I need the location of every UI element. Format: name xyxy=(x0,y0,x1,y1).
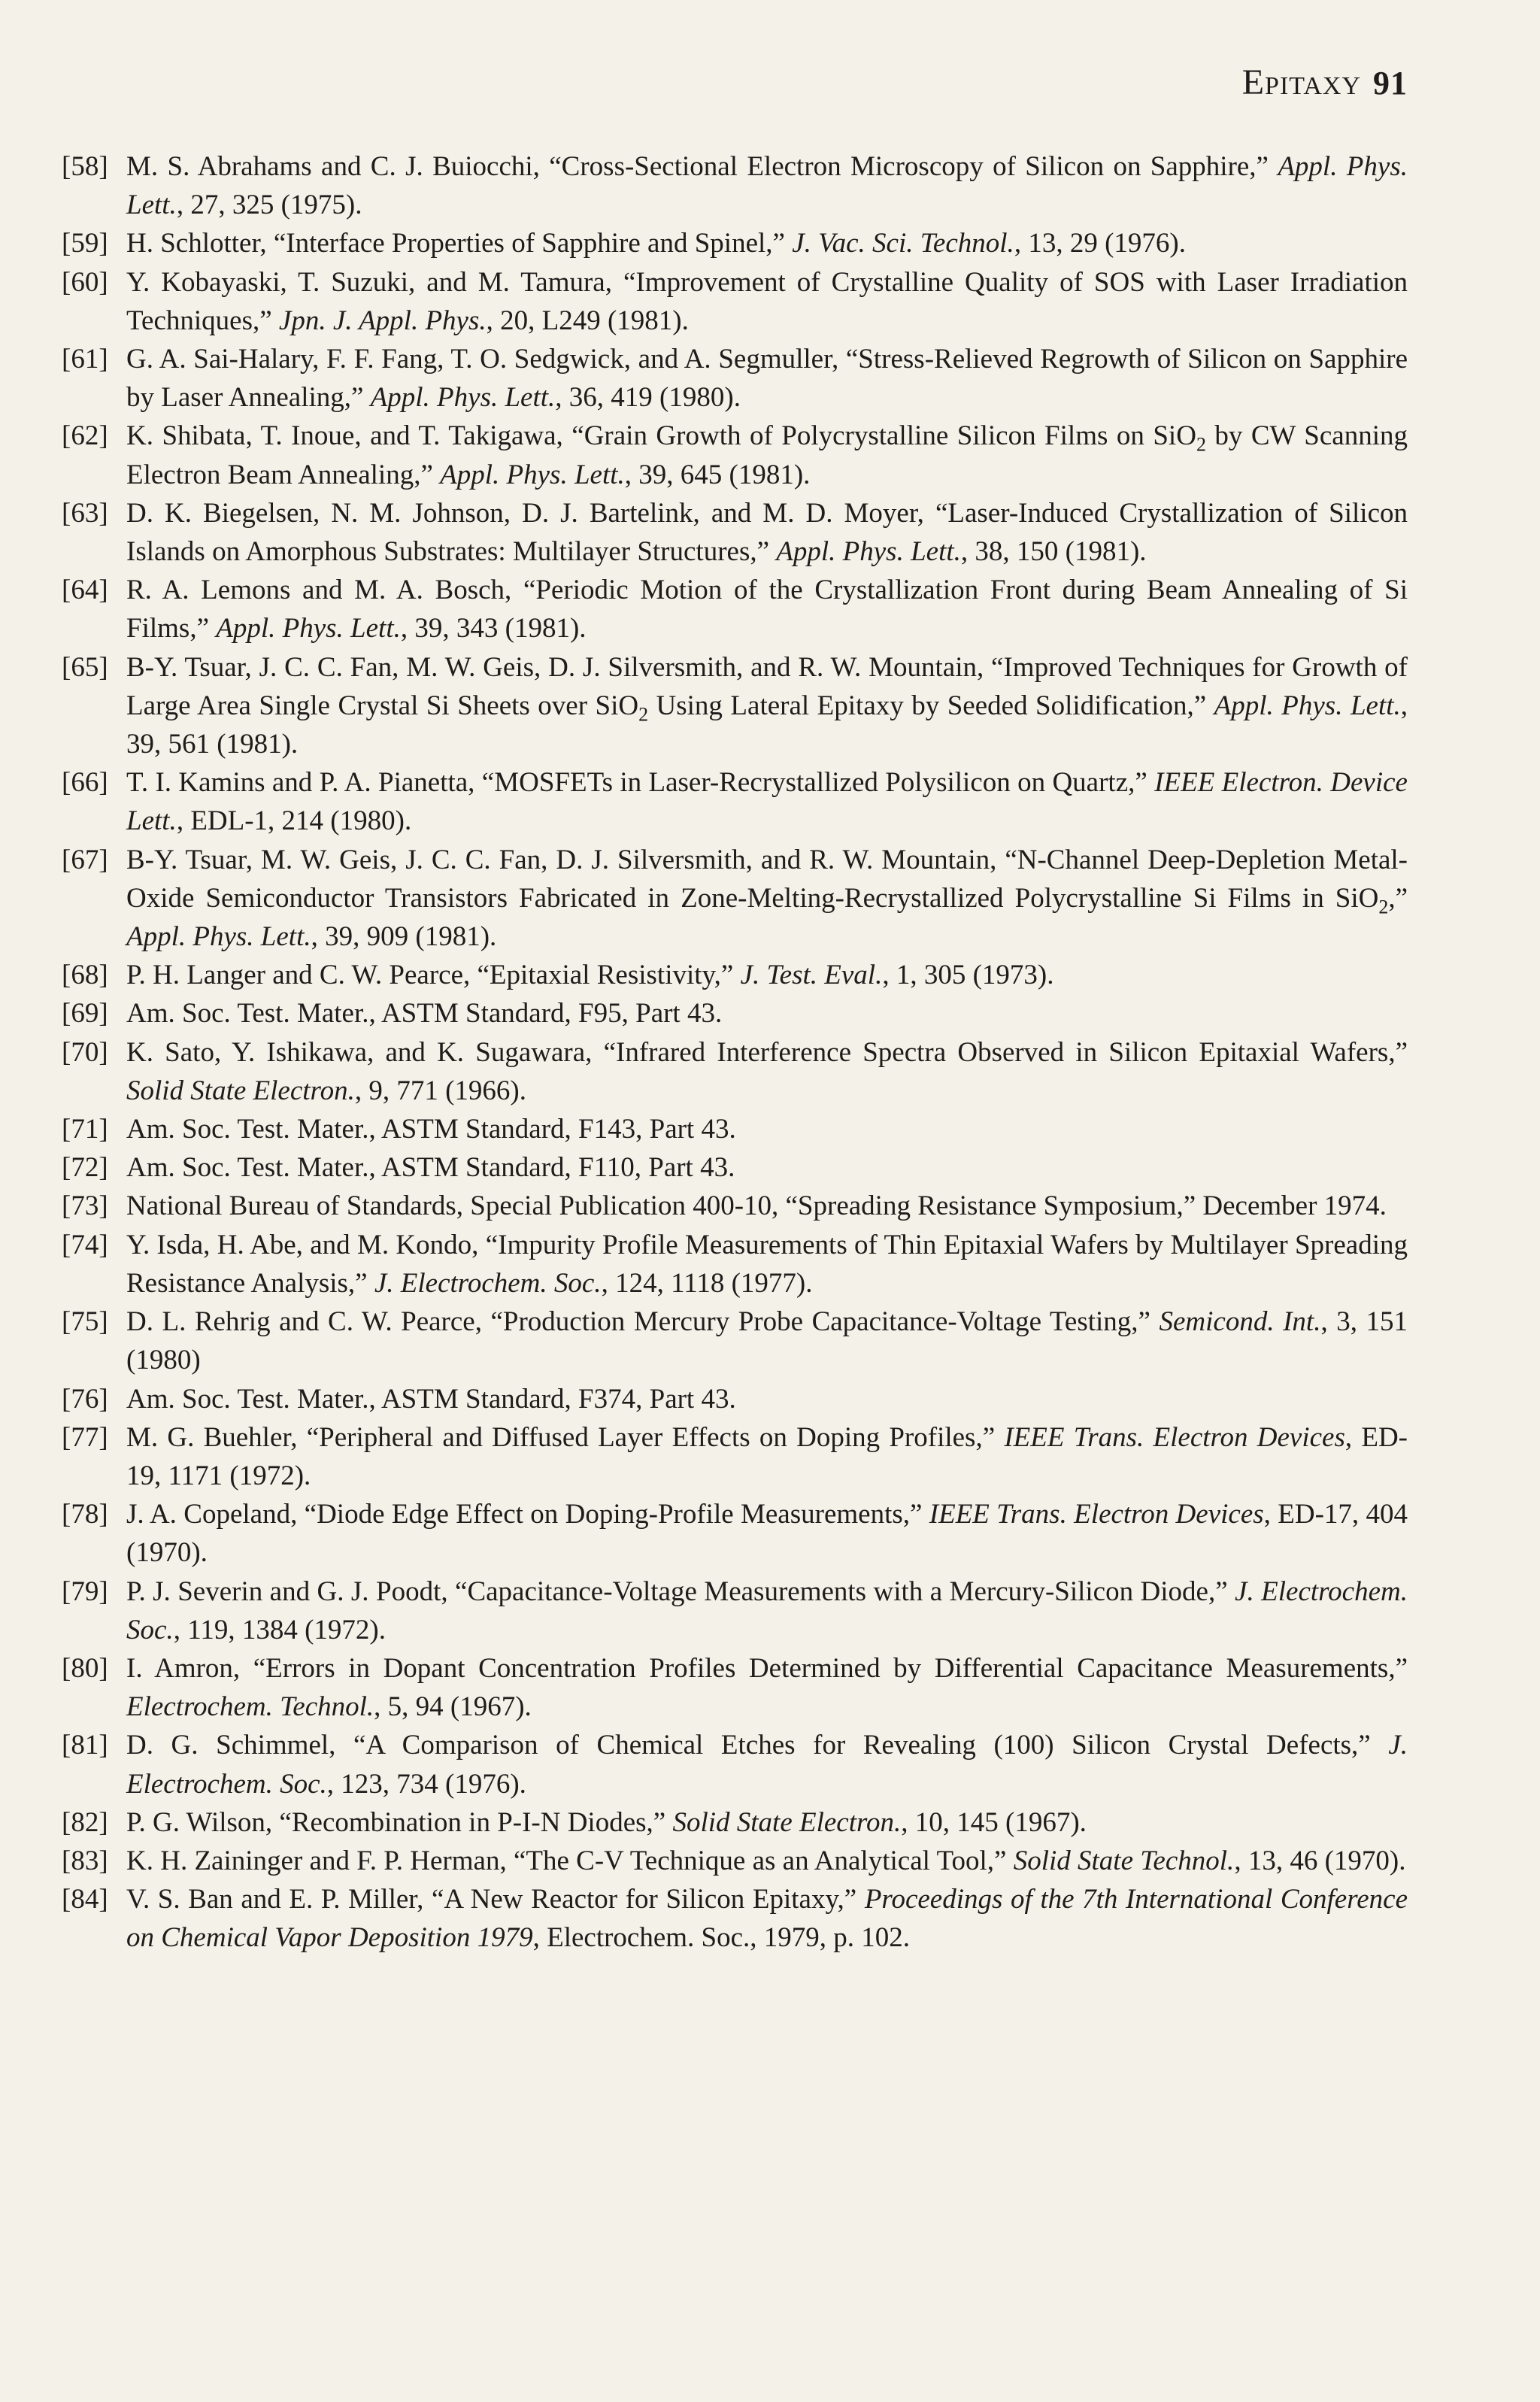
reference-text xyxy=(126,956,1408,994)
reference-number: [62] xyxy=(62,420,108,452)
reference-text xyxy=(126,763,1408,840)
subscript: 2 xyxy=(1378,896,1389,918)
reference-text-segment: National Bureau of Standards, Special Publication 400-10, “Spreading Resistance Symposium,” December 1974. xyxy=(126,1190,1387,1222)
reference-text-segment: Using Lateral Epitaxy by Seeded Solidification,” xyxy=(648,690,1214,721)
reference-number: [64] xyxy=(62,575,108,606)
reference-entry xyxy=(62,417,1408,493)
reference-number: [65] xyxy=(62,651,108,683)
reference-text-segment: P. H. Langer and C. W. Pearce, “Epitaxial Resistivity,” xyxy=(126,960,741,991)
subscript: 2 xyxy=(1196,433,1206,456)
reference-text-segment: , 13, 29 (1976). xyxy=(1014,228,1186,259)
reference-text xyxy=(126,1803,1408,1842)
reference-number: [77] xyxy=(62,1421,108,1453)
reference-text xyxy=(126,1380,1408,1418)
reference-text xyxy=(126,1418,1408,1495)
reference-text-segment: , 3, 151 (1980) xyxy=(126,1306,1408,1376)
reference-entry xyxy=(62,994,1408,1033)
reference-text-segment: M. S. Abrahams and C. J. Buiocchi, “Cross-Sectional Electron Microscopy of Silicon on Sapphire,” xyxy=(126,151,1278,182)
reference-number: [78] xyxy=(62,1499,108,1530)
running-head-title: Epitaxy xyxy=(1241,62,1361,102)
reference-number: [82] xyxy=(62,1806,108,1838)
reference-text-segment: P. G. Wilson, “Recombination in P-I-N Diodes,” xyxy=(126,1806,673,1838)
reference-text-segment: , ED-17, 404 (1970). xyxy=(126,1499,1408,1569)
reference-entry xyxy=(62,1148,1408,1187)
reference-entry xyxy=(62,1880,1408,1957)
reference-number: [83] xyxy=(62,1845,108,1876)
reference-text xyxy=(126,1110,1408,1148)
reference-number: [81] xyxy=(62,1730,108,1761)
reference-text xyxy=(126,1495,1408,1572)
reference-text xyxy=(126,1187,1408,1225)
reference-text-segment: R. A. Lemons and M. A. Bosch, “Periodic Motion of the Crystallization Front during Beam Annealing of Si Films,” xyxy=(126,575,1408,644)
reference-text-segment: , 39, 561 (1981). xyxy=(126,690,1408,760)
subscript: 2 xyxy=(638,703,649,726)
page-number: 91 xyxy=(1373,65,1408,102)
reference-text-segment: D. L. Rehrig and C. W. Pearce, “Production Mercury Probe Capacitance-Voltage Testing,” xyxy=(126,1306,1160,1338)
reference-text-segment: D. K. Biegelsen, N. M. Johnson, D. J. Bartelink, and M. D. Moyer, “Laser-Induced Crystallization of Silicon Islands on Amorphous Substrates: Multilayer Structures,” xyxy=(126,497,1408,568)
reference-text xyxy=(126,494,1408,571)
reference-text-segment: , Electrochem. Soc., 1979, p. 102. xyxy=(532,1922,911,1954)
reference-text-segment: , 5, 94 (1967). xyxy=(374,1691,532,1723)
reference-entry xyxy=(62,1303,1408,1379)
reference-text xyxy=(126,571,1408,648)
reference-text-segment: Am. Soc. Test. Mater., ASTM Standard, F95, Part 43. xyxy=(126,998,723,1030)
reference-text-segment: , 13, 46 (1970). xyxy=(1234,1845,1406,1876)
reference-text-segment: K. Shibata, T. Inoue, and T. Takigawa, “Grain Growth of Polycrystalline Silicon Films on SiO xyxy=(126,420,1196,452)
reference-text-segment: , 124, 1118 (1977). xyxy=(601,1267,813,1299)
reference-text-segment: K. H. Zaininger and F. P. Herman, “The C-V Technique as an Analytical Tool,” xyxy=(126,1845,1014,1876)
reference-text-segment: Am. Soc. Test. Mater., ASTM Standard, F110, Part 43. xyxy=(126,1152,735,1184)
reference-source-title: Appl. Phys. Lett. xyxy=(126,921,311,953)
reference-text-segment: H. Schlotter, “Interface Properties of Sapphire and Spinel,” xyxy=(126,228,793,259)
reference-text-segment: , 1, 305 (1973). xyxy=(882,960,1054,991)
reference-text-segment: , 123, 734 (1976). xyxy=(326,1768,526,1800)
reference-text-segment: V. S. Ban and E. P. Miller, “A New Reactor for Silicon Epitaxy,” xyxy=(126,1884,865,1915)
reference-source-title: IEEE Trans. Electron Devices xyxy=(929,1499,1264,1530)
reference-text xyxy=(126,1726,1408,1803)
reference-source-title: Jpn. J. Appl. Phys. xyxy=(278,305,487,336)
reference-number: [71] xyxy=(62,1114,108,1145)
reference-text-segment: B-Y. Tsuar, M. W. Geis, J. C. C. Fan, D. J. Silversmith, and R. W. Mountain, “N-Channel Deep-Depletion Metal-Oxide Semiconductor Transistors Fabricated in Zone-Melting-Recrystallized Polycrystalline Si Films in SiO xyxy=(126,844,1408,914)
reference-text-segment: M. G. Buehler, “Peripheral and Diffused Layer Effects on Doping Profiles,” xyxy=(126,1421,1005,1453)
reference-entry xyxy=(62,648,1408,764)
reference-text-segment: K. Sato, Y. Ishikawa, and K. Sugawara, “Infrared Interference Spectra Observed in Silicon Epitaxial Wafers,” xyxy=(126,1036,1408,1068)
reference-text-segment: , 39, 343 (1981). xyxy=(400,613,587,644)
reference-entry xyxy=(62,956,1408,994)
reference-number: [75] xyxy=(62,1306,108,1338)
reference-text-segment: , 39, 645 (1981). xyxy=(624,459,811,490)
reference-text-segment: Am. Soc. Test. Mater., ASTM Standard, F374, Part 43. xyxy=(126,1383,736,1415)
reference-entry xyxy=(62,571,1408,648)
reference-number: [59] xyxy=(62,228,108,259)
reference-source-title: J. Electrochem. Soc. xyxy=(126,1576,1408,1645)
reference-entry xyxy=(62,1110,1408,1148)
reference-entry xyxy=(62,263,1408,340)
reference-text-segment: , 36, 419 (1980). xyxy=(555,382,741,414)
reference-text-segment: Y. Isda, H. Abe, and M. Kondo, “Impurity Profile Measurements of Thin Epitaxial Wafers by Multilayer Spreading Resistance Analysis,” xyxy=(126,1229,1408,1299)
reference-text-segment: , EDL-1, 214 (1980). xyxy=(176,805,412,837)
reference-entry xyxy=(62,1226,1408,1303)
reference-source-title: Semicond. Int. xyxy=(1159,1306,1321,1338)
reference-source-title: Appl. Phys. Lett. xyxy=(776,536,961,568)
reference-entry xyxy=(62,1803,1408,1842)
reference-text-segment: J. A. Copeland, “Diode Edge Effect on Doping-Profile Measurements,” xyxy=(126,1499,929,1530)
reference-text-segment: by CW Scanning Electron Beam Annealing,” xyxy=(126,420,1408,490)
reference-text-segment: , 27, 325 (1975). xyxy=(176,190,362,221)
running-header xyxy=(1242,62,1408,103)
reference-source-title: IEEE Trans. Electron Devices xyxy=(1004,1421,1345,1453)
reference-text xyxy=(126,263,1408,340)
reference-text-segment: , ED-19, 1171 (1972). xyxy=(126,1421,1408,1491)
reference-text xyxy=(126,1303,1408,1379)
reference-entry xyxy=(62,1380,1408,1418)
reference-entry xyxy=(62,1187,1408,1225)
reference-entry xyxy=(62,1649,1408,1726)
reference-text xyxy=(126,1148,1408,1187)
reference-source-title: IEEE Electron. Device Lett. xyxy=(126,767,1408,837)
reference-number: [67] xyxy=(62,844,108,875)
reference-text-segment: B-Y. Tsuar, J. C. C. Fan, M. W. Geis, D. J. Silversmith, and R. W. Mountain, “Improved Techniques for Growth of Large Area Single Crystal Si Sheets over SiO xyxy=(126,651,1408,721)
reference-number: [73] xyxy=(62,1190,108,1222)
reference-source-title: Appl. Phys. Lett. xyxy=(216,613,401,644)
reference-text-segment: G. A. Sai-Halary, F. F. Fang, T. O. Sedgwick, and A. Segmuller, “Stress-Relieved Regrowth of Silicon on Sapphire by Laser Annealing,” xyxy=(126,344,1408,414)
reference-number: [61] xyxy=(62,344,108,375)
reference-text xyxy=(126,1649,1408,1726)
reference-entry xyxy=(62,1726,1408,1803)
reference-source-title: J. Electrochem. Soc. xyxy=(374,1267,602,1299)
reference-number: [69] xyxy=(62,998,108,1030)
reference-entry xyxy=(62,1033,1408,1110)
reference-number: [68] xyxy=(62,960,108,991)
reference-source-title: Solid State Technol. xyxy=(1013,1845,1235,1876)
reference-entry xyxy=(62,147,1408,224)
reference-entry xyxy=(62,763,1408,840)
reference-number: [76] xyxy=(62,1383,108,1415)
reference-number: [84] xyxy=(62,1884,108,1915)
reference-source-title: Appl. Phys. Lett. xyxy=(370,382,556,414)
reference-text-segment: , 38, 150 (1981). xyxy=(960,536,1147,568)
reference-number: [63] xyxy=(62,497,108,529)
reference-source-title: Appl. Phys. Lett. xyxy=(1214,690,1401,721)
reference-source-title: Appl. Phys. Lett. xyxy=(440,459,625,490)
reference-number: [70] xyxy=(62,1036,108,1068)
reference-source-title: J. Test. Eval. xyxy=(740,960,883,991)
reference-text xyxy=(126,841,1408,957)
reference-entry xyxy=(62,841,1408,957)
reference-number: [66] xyxy=(62,767,108,799)
reference-text xyxy=(126,224,1408,262)
reference-entry xyxy=(62,1842,1408,1880)
reference-text-segment: P. J. Severin and G. J. Poodt, “Capacitance-Voltage Measurements with a Mercury-Silicon Diode,” xyxy=(126,1576,1235,1607)
reference-number: [60] xyxy=(62,266,108,298)
reference-text-segment: , 10, 145 (1967). xyxy=(901,1806,1087,1838)
reference-entry xyxy=(62,1495,1408,1572)
reference-number: [74] xyxy=(62,1229,108,1260)
reference-text xyxy=(126,340,1408,417)
reference-source-title: J. Vac. Sci. Technol. xyxy=(792,228,1014,259)
reference-text xyxy=(126,1842,1408,1880)
reference-text-segment: ,” xyxy=(1388,882,1408,914)
reference-text xyxy=(126,147,1408,224)
reference-number: [80] xyxy=(62,1652,108,1684)
reference-text xyxy=(126,417,1408,493)
reference-text xyxy=(126,1880,1408,1957)
reference-number: [72] xyxy=(62,1152,108,1184)
reference-source-title: Appl. Phys. Lett. xyxy=(126,151,1408,221)
reference-text xyxy=(126,994,1408,1033)
reference-text xyxy=(126,1226,1408,1303)
reference-text-segment: I. Amron, “Errors in Dopant Concentration Profiles Determined by Differential Capacitance Measurements,” xyxy=(126,1652,1408,1684)
reference-entry xyxy=(62,1573,1408,1649)
reference-source-title: Solid State Electron. xyxy=(672,1806,902,1838)
reference-entry xyxy=(62,224,1408,262)
reference-source-title: Proceedings of the 7th International Conference on Chemical Vapor Deposition 1979 xyxy=(126,1884,1408,1954)
reference-text-segment: , 119, 1384 (1972). xyxy=(173,1614,386,1645)
reference-entry xyxy=(62,1418,1408,1495)
reference-entry xyxy=(62,340,1408,417)
reference-text-segment: Am. Soc. Test. Mater., ASTM Standard, F143, Part 43. xyxy=(126,1114,736,1145)
reference-list xyxy=(62,147,1408,1958)
reference-text xyxy=(126,648,1408,764)
reference-entry xyxy=(62,494,1408,571)
reference-text xyxy=(126,1573,1408,1649)
reference-source-title: Electrochem. Technol. xyxy=(126,1691,374,1723)
reference-text-segment: Y. Kobayaski, T. Suzuki, and M. Tamura, “Improvement of Crystalline Quality of SOS with Laser Irradiation Techniques,” xyxy=(126,266,1408,336)
reference-source-title: J. Electrochem. Soc. xyxy=(126,1730,1408,1800)
reference-number: [79] xyxy=(62,1576,108,1607)
reference-text-segment: , 39, 909 (1981). xyxy=(311,921,497,953)
reference-text-segment: , 9, 771 (1966). xyxy=(354,1075,526,1106)
reference-text xyxy=(126,1033,1408,1110)
reference-text-segment: D. G. Schimmel, “A Comparison of Chemical Etches for Revealing (100) Silicon Crystal Defects,” xyxy=(126,1730,1389,1761)
reference-text-segment: T. I. Kamins and P. A. Pianetta, “MOSFETs in Laser-Recrystallized Polysilicon on Quartz,” xyxy=(126,767,1155,799)
reference-number: [58] xyxy=(62,151,108,182)
reference-source-title: Solid State Electron. xyxy=(126,1075,355,1106)
reference-text-segment: , 20, L249 (1981). xyxy=(486,305,689,336)
